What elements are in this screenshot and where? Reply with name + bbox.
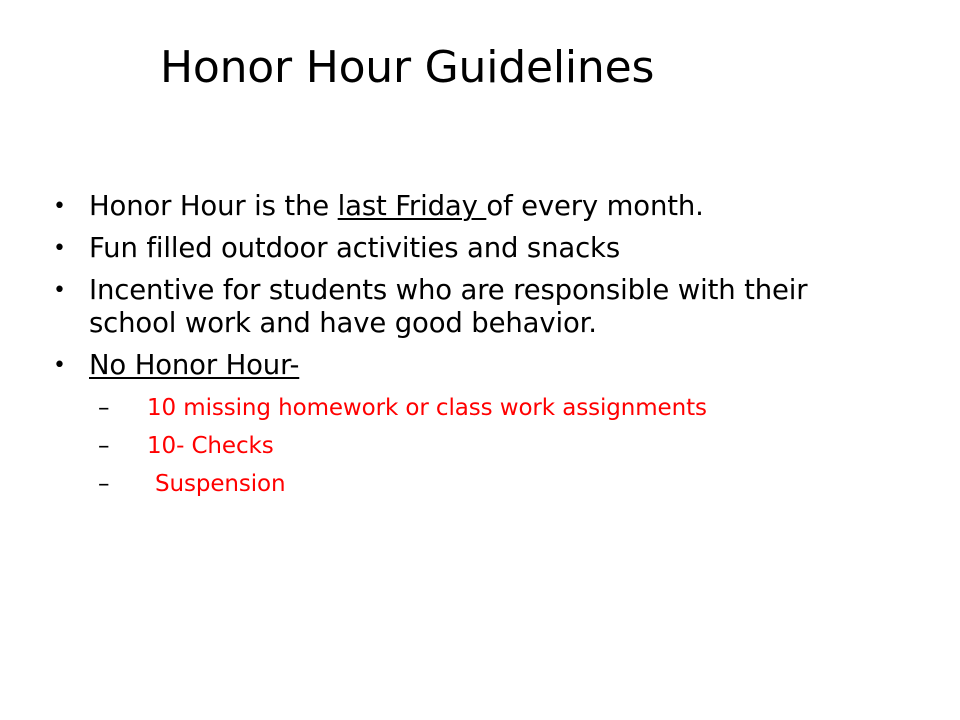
bullet-text-before: Honor Hour is the <box>89 190 338 222</box>
bullet-list <box>0 190 960 508</box>
bullet-icon: • <box>53 194 66 219</box>
subitem-checks <box>0 432 960 460</box>
bullet-item-incentive <box>0 274 889 340</box>
bullet-text-underlined: last Friday <box>337 190 487 222</box>
bullet-item-honor-hour-date <box>0 190 889 223</box>
slide-title: Honor Hour Guidelines <box>160 42 655 93</box>
dash-icon: – <box>98 471 110 497</box>
bullet-icon: • <box>53 236 66 261</box>
bullet-text-after: of every month. <box>486 190 704 222</box>
bullet-icon: • <box>53 278 66 303</box>
bullet-text: Fun filled outdoor activities and snacks <box>89 232 621 264</box>
dash-icon: – <box>98 395 110 421</box>
subitem-text: Suspension <box>155 471 286 497</box>
subitem-text: 10 missing homework or class work assignments <box>147 395 707 421</box>
bullet-text: Incentive for students who are responsible with their school work and have good behavior. <box>89 274 808 339</box>
dash-icon: – <box>98 433 110 459</box>
subitem-missing-assignments <box>0 394 960 422</box>
bullet-icon: • <box>53 353 66 378</box>
subitem-text: 10- Checks <box>147 433 274 459</box>
bullet-text-underlined: No Honor Hour- <box>89 349 300 381</box>
bullet-item-activities <box>0 232 889 265</box>
subitem-suspension <box>0 470 960 498</box>
bullet-item-no-honor-hour <box>0 349 889 382</box>
